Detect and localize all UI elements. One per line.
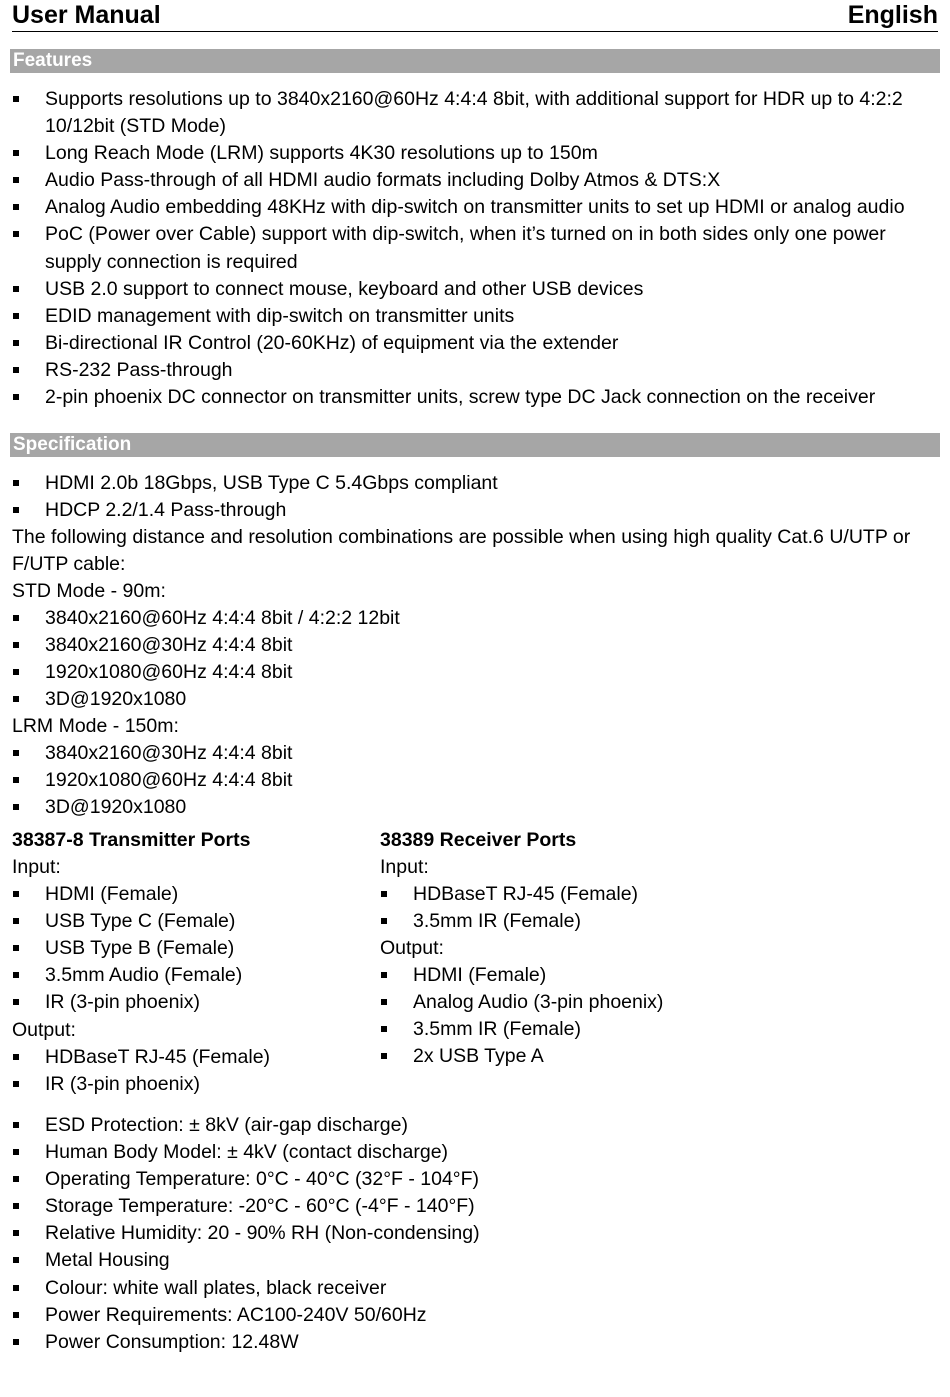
spec-top-list bbox=[12, 470, 938, 524]
receiver-heading: 38389 Receiver Ports bbox=[380, 829, 577, 851]
bullet-icon bbox=[13, 1230, 19, 1236]
list-item: Power Requirements: AC100-240V 50/60Hz bbox=[12, 1302, 938, 1329]
list-item: Relative Humidity: 20 - 90% RH (Non-condensing) bbox=[12, 1220, 938, 1247]
list-item: EDID management with dip-switch on transmitter units bbox=[12, 303, 938, 330]
bullet-icon bbox=[13, 231, 19, 237]
list-item: Metal Housing bbox=[12, 1247, 938, 1274]
features-list bbox=[12, 86, 938, 411]
list-item: 3.5mm IR (Female) bbox=[380, 908, 920, 935]
bullet-icon bbox=[13, 1054, 19, 1060]
list-item: Storage Temperature: -20°C - 60°C (-4°F - 140°F) bbox=[12, 1193, 938, 1220]
list-item: USB 2.0 support to connect mouse, keyboard and other USB devices bbox=[12, 276, 938, 303]
bullet-icon bbox=[13, 642, 19, 648]
list-item: Supports resolutions up to 3840x2160@60Hz 4:4:4 8bit, with additional support for HDR up to 4:2:2 10/12bit (STD Mode) bbox=[12, 86, 938, 140]
bullet-icon bbox=[13, 394, 19, 400]
bullet-icon bbox=[13, 1149, 19, 1155]
transmitter-input-label: Input: bbox=[12, 856, 61, 878]
receiver-inputs bbox=[380, 881, 920, 935]
list-item: Colour: white wall plates, black receiver bbox=[12, 1275, 938, 1302]
transmitter-output-label: Output: bbox=[12, 1019, 76, 1041]
std-mode-list bbox=[12, 605, 938, 713]
list-item: USB Type C (Female) bbox=[12, 908, 362, 935]
bullet-icon bbox=[13, 313, 19, 319]
specification-heading: Specification bbox=[10, 433, 940, 457]
bullet-icon bbox=[13, 1081, 19, 1087]
bullet-icon bbox=[13, 177, 19, 183]
bullet-icon bbox=[13, 96, 19, 102]
list-item: 3840x2160@30Hz 4:4:4 8bit bbox=[12, 740, 938, 767]
bullet-icon bbox=[381, 972, 387, 978]
features-heading: Features bbox=[10, 49, 940, 73]
bullet-icon bbox=[13, 696, 19, 702]
bullet-icon bbox=[13, 1285, 19, 1291]
page-title: User Manual bbox=[12, 1, 161, 29]
bullet-icon bbox=[13, 480, 19, 486]
bullet-icon bbox=[13, 204, 19, 210]
list-item: PoC (Power over Cable) support with dip-switch, when it’s turned on in both sides only one power supply connection is required bbox=[12, 221, 938, 275]
spec-bottom-list bbox=[12, 1112, 938, 1356]
transmitter-outputs bbox=[12, 1044, 362, 1098]
bullet-icon bbox=[13, 777, 19, 783]
bullet-icon bbox=[13, 1176, 19, 1182]
list-item: Power Consumption: 12.48W bbox=[12, 1329, 938, 1356]
list-item: 1920x1080@60Hz 4:4:4 8bit bbox=[12, 767, 938, 794]
bullet-icon bbox=[13, 999, 19, 1005]
transmitter-inputs bbox=[12, 881, 362, 1016]
list-item: RS-232 Pass-through bbox=[12, 357, 938, 384]
lrm-mode-list bbox=[12, 740, 938, 821]
list-item: HDMI (Female) bbox=[380, 962, 920, 989]
list-item: HDMI (Female) bbox=[12, 881, 362, 908]
bullet-icon bbox=[13, 367, 19, 373]
list-item: 3840x2160@60Hz 4:4:4 8bit / 4:2:2 12bit bbox=[12, 605, 938, 632]
list-item: 2-pin phoenix DC connector on transmitter units, screw type DC Jack connection on the receiver bbox=[12, 384, 938, 411]
list-item: Operating Temperature: 0°C - 40°C (32°F - 104°F) bbox=[12, 1166, 938, 1193]
list-item: Analog Audio (3-pin phoenix) bbox=[380, 989, 920, 1016]
bullet-icon bbox=[381, 918, 387, 924]
bullet-icon bbox=[13, 1312, 19, 1318]
list-item: IR (3-pin phoenix) bbox=[12, 1071, 362, 1098]
bullet-icon bbox=[13, 669, 19, 675]
bullet-icon bbox=[13, 804, 19, 810]
list-item: Audio Pass-through of all HDMI audio formats including Dolby Atmos & DTS:X bbox=[12, 167, 938, 194]
list-item: HDMI 2.0b 18Gbps, USB Type C 5.4Gbps compliant bbox=[12, 470, 938, 497]
bullet-icon bbox=[13, 1203, 19, 1209]
bullet-icon bbox=[13, 918, 19, 924]
list-item: HDBaseT RJ-45 (Female) bbox=[12, 1044, 362, 1071]
bullet-icon bbox=[13, 945, 19, 951]
list-item: Analog Audio embedding 48KHz with dip-switch on transmitter units to set up HDMI or analog audio bbox=[12, 194, 938, 221]
page-header bbox=[12, 0, 938, 32]
distance-intro: The following distance and resolution combinations are possible when using high quality Cat.6 U/UTP or F/UTP cable: bbox=[12, 526, 911, 575]
bullet-icon bbox=[13, 972, 19, 978]
bullet-icon bbox=[13, 1339, 19, 1345]
bullet-icon bbox=[13, 750, 19, 756]
list-item: Long Reach Mode (LRM) supports 4K30 resolutions up to 150m bbox=[12, 140, 938, 167]
list-item: 3D@1920x1080 bbox=[12, 686, 938, 713]
bullet-icon bbox=[13, 507, 19, 513]
list-item: 3.5mm Audio (Female) bbox=[12, 962, 362, 989]
list-item: 3840x2160@30Hz 4:4:4 8bit bbox=[12, 632, 938, 659]
list-item: 3D@1920x1080 bbox=[12, 794, 938, 821]
lrm-mode-label: LRM Mode - 150m: bbox=[12, 715, 179, 737]
bullet-icon bbox=[13, 340, 19, 346]
bullet-icon bbox=[381, 1026, 387, 1032]
list-item: HDCP 2.2/1.4 Pass-through bbox=[12, 497, 938, 524]
list-item: Bi-directional IR Control (20-60KHz) of equipment via the extender bbox=[12, 330, 938, 357]
bullet-icon bbox=[381, 999, 387, 1005]
transmitter-heading: 38387-8 Transmitter Ports bbox=[12, 829, 251, 851]
bullet-icon bbox=[381, 891, 387, 897]
list-item: 1920x1080@60Hz 4:4:4 8bit bbox=[12, 659, 938, 686]
bullet-icon bbox=[13, 1257, 19, 1263]
language-label: English bbox=[847, 1, 938, 29]
bullet-icon bbox=[381, 1053, 387, 1059]
list-item: HDBaseT RJ-45 (Female) bbox=[380, 881, 920, 908]
list-item: ESD Protection: ± 8kV (air-gap discharge) bbox=[12, 1112, 938, 1139]
list-item: 2x USB Type A bbox=[380, 1043, 920, 1070]
receiver-input-label: Input: bbox=[380, 856, 429, 878]
bullet-icon bbox=[13, 891, 19, 897]
bullet-icon bbox=[13, 286, 19, 292]
list-item: Human Body Model: ± 4kV (contact discharge) bbox=[12, 1139, 938, 1166]
bullet-icon bbox=[13, 1122, 19, 1128]
bullet-icon bbox=[13, 615, 19, 621]
list-item: IR (3-pin phoenix) bbox=[12, 989, 362, 1016]
bullet-icon bbox=[13, 150, 19, 156]
receiver-output-label: Output: bbox=[380, 937, 444, 959]
list-item: 3.5mm IR (Female) bbox=[380, 1016, 920, 1043]
receiver-outputs bbox=[380, 962, 920, 1070]
list-item: USB Type B (Female) bbox=[12, 935, 362, 962]
std-mode-label: STD Mode - 90m: bbox=[12, 580, 166, 602]
